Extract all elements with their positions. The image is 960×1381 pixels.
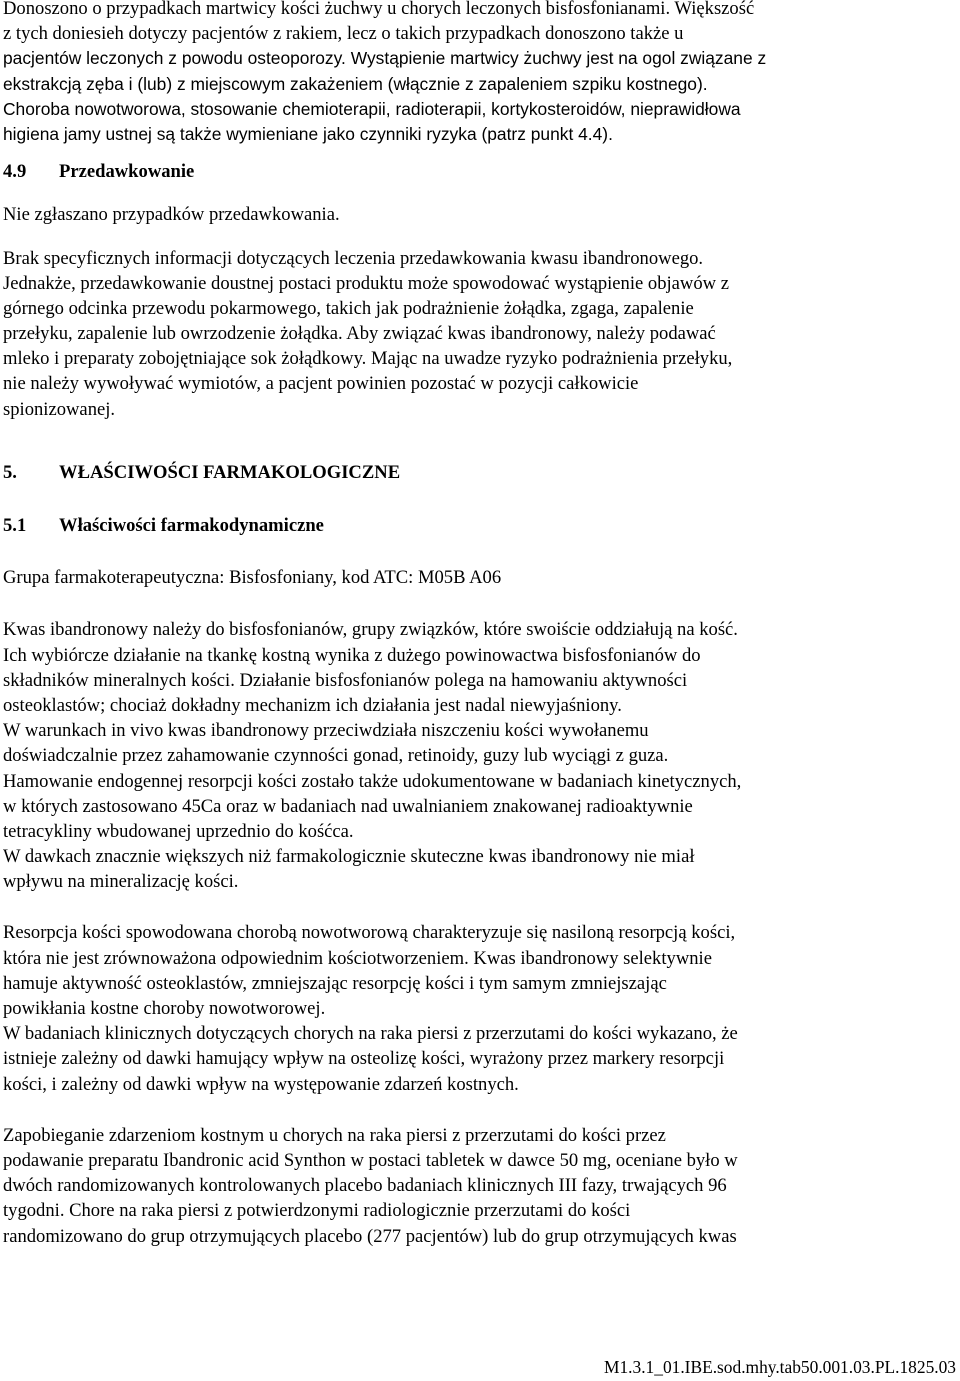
- text-line: randomizowano do grup otrzymujących placebo (277 pacjentów) lub do grup otrzymujących kwas: [3, 1225, 737, 1247]
- document-footer-code: M1.3.1_01.IBE.sod.mhy.tab50.001.03.PL.1825.03: [604, 1357, 956, 1377]
- text-line: W warunkach in vivo kwas ibandronowy przeciwdziała niszczeniu kości wywołanemu: [3, 720, 649, 742]
- text-line: mleko i preparaty zobojętniające sok żołądkowy. Mając na uwadze ryzyko podrażnienia przełyku,: [3, 348, 733, 370]
- text-line: Ich wybiórcze działanie na tkankę kostną wynika z dużego powinowactwa bisfosfonianów do: [3, 644, 701, 666]
- text-line: górnego odcinka przewodu pokarmowego, takich jak podrażnienie żołądka, zgaga, zapalenie: [3, 297, 694, 319]
- text-line: składników mineralnych kości. Działanie bisfosfonianów polega na hamowaniu aktywności: [3, 669, 688, 691]
- section-number: 5.1: [3, 515, 27, 536]
- section-title: Właściwości farmakodynamiczne: [59, 515, 324, 536]
- text-line: kości, i zależny od dawki wpływ na występowanie zdarzeń kostnych.: [3, 1073, 519, 1095]
- text-line: Nie zgłaszano przypadków przedawkowania.: [3, 204, 340, 226]
- text-line: która nie jest zrównoważona odpowiednim kościotworzeniem. Kwas ibandronowy selektywnie: [3, 947, 712, 969]
- text-line: podawanie preparatu Ibandronic acid Synthon w postaci tabletek w dawce 50 mg, oceniane było w: [3, 1149, 738, 1171]
- overdose-paragraph: [3, 246, 955, 422]
- intro-paragraph: [3, 0, 955, 147]
- resorption-paragraph: [3, 920, 955, 1096]
- document-page: [3, 0, 955, 1249]
- text-line: Hamowanie endogennej resorpcji kości zostało także udokumentowane w badaniach kinetycznych,: [3, 770, 742, 792]
- text-line: z tych doniesieh dotyczy pacjentów z rakiem, lecz o takich przypadkach donoszono także u: [3, 23, 684, 45]
- text-line: w których zastosowano 45Ca oraz w badaniach nad uwalnianiem znakowanej radioaktywnie: [3, 795, 693, 817]
- text-line: przełyku, zapalenie lub owrzodzenie żołądka. Aby związać kwas ibandronowy, należy podawać: [3, 323, 716, 345]
- text-fragment: Wystąpienie martwicy żuchwy jest na ogol związane z: [350, 48, 767, 69]
- text-line: dwóch randomizowanych kontrolowanych placebo badaniach klinicznych III fazy, trwających 96: [3, 1175, 727, 1197]
- text-line: wpływu na mineralizację kości.: [3, 871, 239, 893]
- section-title: WŁAŚCIWOŚCI FARMAKOLOGICZNE: [59, 461, 401, 483]
- text-line: tetracykliny wbudowanej uprzednio do kośćca.: [3, 820, 354, 842]
- section-number: 4.9: [3, 161, 27, 183]
- text-line: nie należy wywoływać wymiotów, a pacjent powinien pozostać w pozycji całkowicie: [3, 373, 639, 395]
- section-heading-5-1: [3, 513, 955, 538]
- clinical-trials-paragraph: [3, 1123, 955, 1249]
- text-fragment: pacjentów leczonych z powodu osteoporozy.: [3, 48, 346, 69]
- pharmacodynamics-paragraph: [3, 617, 955, 894]
- text-line: Kwas ibandronowy należy do bisfosfonianów, grupy związków, które swoiście oddziałują na kość.: [3, 619, 738, 641]
- text-line: ekstrakcją zęba i (lub) z miejscowym zakażeniem (włącznie z zapaleniem szpiku kostnego).: [3, 73, 708, 94]
- text-line: osteoklastów; chociaż dokładny mechanizm ich działania jest nadal niewyjaśniony.: [3, 694, 622, 716]
- text-line: tygodni. Chore na raka piersi z potwierdzonymi radiologicznie przerzutami do kości: [3, 1200, 631, 1222]
- text-line: Grupa farmakoterapeutyczna: Bisfosfoniany, kod ATC: M05B A06: [3, 567, 502, 589]
- text-line: W dawkach znacznie większych niż farmakologicznie skuteczne kwas ibandronowy nie miał: [3, 846, 695, 868]
- text-line: doświadczalnie przez zahamowanie czynności gonad, retinoidy, guzy lub wyciągi z guza.: [3, 745, 669, 767]
- text-line: Brak specyficznych informacji dotyczących leczenia przedawkowania kwasu ibandronowego.: [3, 247, 704, 269]
- text-line: hamuje aktywność osteoklastów, zmniejszając resorpcję kości i tym samym zmniejszając: [3, 972, 667, 994]
- section-title: Przedawkowanie: [59, 161, 195, 183]
- text-line: spionizowanej.: [3, 398, 116, 420]
- section-heading-5: [3, 460, 955, 485]
- text-line: Resorpcja kości spowodowana chorobą nowotworową charakteryzuje się nasiloną resorpcją kości,: [3, 922, 736, 944]
- text-line: [3, 46, 955, 71]
- section-heading-4-9: [3, 159, 955, 184]
- text-line: istnieje zależny od dawki hamujący wpływ na osteolizę kości, wyrażony przez markery resorpcji: [3, 1048, 725, 1070]
- text-line: Jednakże, przedawkowanie doustnej postaci produktu może spowodować wystąpienie objawów z: [3, 272, 729, 294]
- text-line: Zapobieganie zdarzeniom kostnym u chorych na raka piersi z przerzutami do kości przez: [3, 1124, 666, 1146]
- text-line: Choroba nowotworowa, stosowanie chemioterapii, radioterapii, kortykosteroidów, nieprawidłowa: [3, 98, 741, 119]
- text-line: W badaniach klinicznych dotyczących chorych na raka piersi z przerzutami do kości wykazano, że: [3, 1023, 738, 1045]
- section-number: 5.: [3, 461, 17, 483]
- text-line: Donoszono o przypadkach martwicy kości żuchwy u chorych leczonych bisfosfonianami. Większość: [3, 0, 755, 19]
- text-line: powikłania kostne choroby nowotworowej.: [3, 998, 326, 1019]
- text-line: higiena jamy ustnej są także wymieniane jako czynniki ryzyka (patrz punkt 4.4).: [3, 123, 613, 144]
